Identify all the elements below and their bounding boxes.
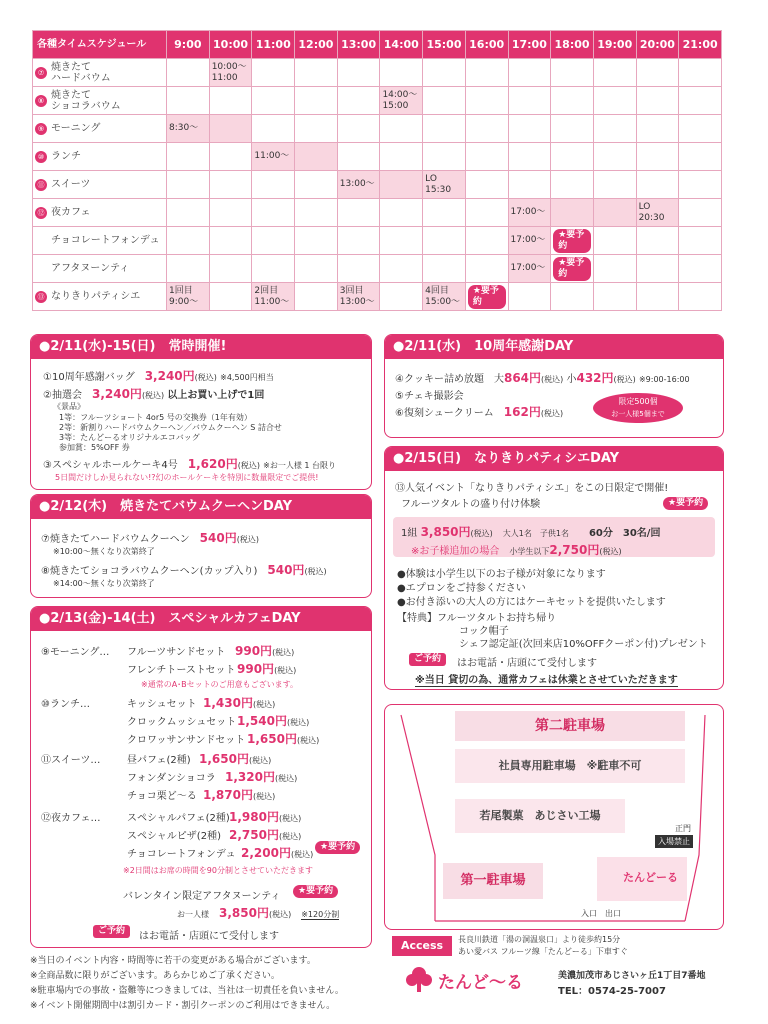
panel-baumkuchen-day: ●2/12(木) 焼きたてバウムクーヘンDAY ⑦焼きたてハードバウムクーヘン 540円(税込) ※10:00〜無くなり次第終了 ⑧焼きたてショコラバウムクーヘン(カップ入り) 540円(税込) ※14:00〜無くなり次第終了	[30, 494, 372, 598]
schedule-cell	[465, 199, 508, 227]
schedule-cell	[423, 115, 466, 143]
schedule-cell	[636, 59, 679, 87]
first-parking-lot: 第一駐車場	[443, 863, 543, 899]
schedule-cell	[380, 227, 423, 255]
reservation-badge: ★要予約	[663, 497, 708, 510]
menu-item-name: チョコ栗ど〜る	[127, 791, 197, 802]
tax-label: (税込)	[278, 814, 302, 823]
menu-item-name: スペシャルピザ(2種)	[127, 831, 221, 842]
time-label: 17:00〜	[510, 235, 546, 245]
schedule-cell	[252, 255, 295, 283]
schedule-cell	[167, 59, 210, 87]
event-number-icon: ⑪	[35, 179, 47, 191]
menu-item-name: スペシャルパフェ(2種)	[127, 813, 230, 824]
schedule-cell	[337, 59, 380, 87]
time-label: 14:00〜 15:00	[382, 89, 418, 111]
event-number-icon: ⑨	[35, 123, 47, 135]
menu-item-name: 昼パフェ(2種)	[127, 755, 191, 766]
schedule-cell	[167, 227, 210, 255]
schedule-cell	[167, 199, 210, 227]
menu-item-name: フォンダンショコラ	[127, 773, 216, 784]
schedule-cell	[380, 199, 423, 227]
schedule-cell	[508, 115, 551, 143]
schedule-row	[33, 87, 722, 115]
reservation-badge: ★要予約	[553, 257, 591, 281]
panel-title: ●2/12(木) 焼きたてバウムクーヘンDAY	[31, 495, 371, 519]
schedule-cell	[252, 115, 295, 143]
schedule-cell	[593, 227, 636, 255]
schedule-cell	[295, 283, 338, 311]
time-label: 17:00〜	[510, 263, 546, 273]
schedule-cell	[380, 59, 423, 87]
schedule-cell	[508, 283, 551, 311]
schedule-cell	[508, 171, 551, 199]
schedule-cell	[551, 283, 594, 311]
tax-label: (税込)	[252, 792, 276, 801]
schedule-cell	[551, 115, 594, 143]
time-label: 8:30〜	[169, 123, 199, 133]
reservation-badge: ★要予約	[468, 285, 506, 309]
menu-item-price: 2,200円	[241, 846, 291, 860]
schedule-cell	[593, 171, 636, 199]
schedule-cell	[337, 143, 380, 171]
schedule-cell	[295, 143, 338, 171]
time-header: 14:00	[380, 31, 423, 59]
panel-title: ●2/13(金)-14(土) スペシャルカフェDAY	[31, 607, 371, 631]
schedule-cell	[209, 171, 252, 199]
schedule-row	[33, 255, 722, 283]
time-header: 13:00	[337, 31, 380, 59]
schedule-row	[33, 115, 722, 143]
schedule-cell	[636, 87, 679, 115]
logo-flower-icon	[402, 964, 436, 994]
time-header: 17:00	[508, 31, 551, 59]
tax-label: (税込)	[248, 756, 272, 765]
schedule-cell	[423, 87, 466, 115]
schedule-row	[33, 171, 722, 199]
menu-item-price: 2,750円	[229, 828, 279, 842]
menu-item-price: 1,870円	[203, 788, 253, 802]
schedule-cell	[209, 59, 252, 87]
schedule-cell	[252, 283, 295, 311]
schedule-cell	[295, 59, 338, 87]
schedule-row-label	[33, 255, 167, 283]
schedule-cell	[337, 227, 380, 255]
schedule-cell	[465, 143, 508, 171]
schedule-event-name: 焼きたて ショコラバウム	[51, 89, 121, 112]
schedule-cell	[551, 59, 594, 87]
time-header: 19:00	[593, 31, 636, 59]
schedule-cell	[337, 115, 380, 143]
menu-category: ⑪スイーツ…	[41, 755, 101, 766]
schedule-cell	[167, 283, 210, 311]
schedule-cell	[423, 143, 466, 171]
schedule-event-name: なりきりパティシエ	[51, 291, 141, 302]
menu-item-price: 1,650円	[199, 752, 249, 766]
schedule-cell	[209, 115, 252, 143]
event-number-icon: ⑬	[35, 291, 47, 303]
schedule-cell	[679, 283, 722, 311]
schedule-cell	[295, 115, 338, 143]
event-number-icon: ⑧	[35, 95, 47, 107]
time-header: 15:00	[423, 31, 466, 59]
parking-map	[384, 704, 724, 930]
schedule-cell	[380, 255, 423, 283]
time-header: 12:00	[295, 31, 338, 59]
schedule-cell	[337, 255, 380, 283]
reservation-badge: ★要予約	[553, 229, 591, 253]
tax-label: (税込)	[272, 648, 295, 657]
menu-item-price: 1,320円	[225, 770, 275, 784]
footer-notes: ※当日のイベント内容・時間等に若干の変更がある場合がございます。 ※全商品数に限りがございます。あらかじめご了承ください。 ※駐車場内での事故・盗難等につきましては、当社は一切責任を負いません。 ※イベント開催期間中は割引カード・割引クーポンのご利用はできません。	[30, 956, 344, 1011]
no-entry-label: 入場禁止	[655, 835, 693, 848]
schedule-row-label	[33, 283, 167, 311]
panel-patissier-day: ●2/15(日) なりきりパティシエDAY ⑬人気イベント「なりきりパティシエ」をこの日限定で開催! フルーツタルトの盛り付け体験 ★要予約 1組 3,850円(税込) 大人1名 子供1名 60分 30名/回 ※お子様追加の場合 小学生以下2,750円(税込) ●体験は小学生以下のお子様が対象になります ●エプロンをご持参ください ●お付き添いの大人の方にはケーキセットを提供いたします 【特典】フルーツタルトお持ち帰り コック帽子 シェフ認定証(次回来店10%OFFクーポン付)プレゼント ご予約 はお電話・店頭にて受付します ※当日 貸切の為、通常カフェは休業とさせていただきます	[384, 446, 724, 690]
schedule-event-name: モーニング	[51, 123, 101, 134]
schedule-row	[33, 143, 722, 171]
schedule-row	[33, 59, 722, 87]
schedule-cell	[167, 115, 210, 143]
schedule-cell	[252, 59, 295, 87]
schedule-event-name: ランチ	[51, 151, 81, 162]
time-label: LO 20:30	[638, 201, 665, 223]
panel-anniversary-day: ●2/11(水) 10周年感謝DAY ④クッキー詰め放題 大864円(税込) 小432円(税込) ※9:00-16:00 ⑤チェキ撮影会 ⑥復刻シュークリーム 162円(税込) 限定500個 お一人様5個まで	[384, 334, 724, 438]
reservation-label: ご予約	[409, 653, 446, 666]
schedule-cell	[337, 283, 380, 311]
menu-item-name: クロックムッシュセット	[127, 717, 237, 728]
event-number-icon: ⑦	[35, 67, 47, 79]
schedule-cell	[209, 199, 252, 227]
time-header: 11:00	[252, 31, 295, 59]
schedule-cell	[252, 171, 295, 199]
schedule-row-label	[33, 143, 167, 171]
schedule-cell	[465, 59, 508, 87]
schedule-cell	[551, 87, 594, 115]
schedule-cell	[679, 143, 722, 171]
tax-label: (税込)	[274, 666, 297, 675]
menu-item-price: 990円	[237, 662, 275, 676]
menu-item-name: キッシュセット	[127, 699, 197, 710]
schedule-cell	[295, 255, 338, 283]
schedule-cell	[295, 171, 338, 199]
tax-label: (税込)	[296, 736, 320, 745]
time-header: 21:00	[679, 31, 722, 59]
schedule-cell	[252, 87, 295, 115]
schedule-cell	[209, 283, 252, 311]
schedule-cell	[209, 87, 252, 115]
schedule-cell	[337, 87, 380, 115]
schedule-row-label	[33, 227, 167, 255]
time-label: 10:00〜 11:00	[211, 61, 247, 83]
menu-item-name: クロワッサンサンドセット	[127, 735, 246, 746]
schedule-cell	[593, 199, 636, 227]
time-header: 16:00	[465, 31, 508, 59]
tax-label: (税込)	[278, 832, 302, 841]
schedule-cell	[465, 283, 508, 311]
time-label: 17:00〜	[510, 207, 546, 217]
panel-title: ●2/11(水) 10周年感謝DAY	[385, 335, 723, 359]
schedule-cell	[508, 255, 551, 283]
schedule-cell	[551, 255, 594, 283]
schedule-cell	[679, 199, 722, 227]
schedule-cell	[508, 87, 551, 115]
schedule-cell	[593, 87, 636, 115]
time-header: 18:00	[551, 31, 594, 59]
schedule-event-name: スイーツ	[51, 179, 91, 190]
reservation-badge: ★要予約	[315, 841, 360, 854]
menu-item-price: 1,430円	[203, 696, 253, 710]
panel-title: ●2/11(水)-15(日) 常時開催!	[31, 335, 371, 359]
schedule-cell	[593, 143, 636, 171]
schedule-cell	[679, 59, 722, 87]
schedule-row	[33, 283, 722, 311]
schedule-event-name: 焼きたて ハードバウム	[51, 61, 111, 84]
schedule-cell	[636, 255, 679, 283]
second-parking-lot: 第二駐車場	[455, 711, 685, 741]
schedule-cell	[679, 255, 722, 283]
schedule-row-label	[33, 115, 167, 143]
schedule-cell	[380, 115, 423, 143]
schedule-cell	[380, 143, 423, 171]
schedule-cell	[337, 171, 380, 199]
schedule-cell	[380, 171, 423, 199]
schedule-cell	[508, 59, 551, 87]
schedule-cell	[679, 115, 722, 143]
menu-item-price: 990円	[235, 644, 273, 658]
schedule-row-label	[33, 199, 167, 227]
schedule-cell	[423, 199, 466, 227]
schedule-cell	[679, 87, 722, 115]
time-label: 11:00〜	[254, 151, 290, 161]
schedule-row-label	[33, 59, 167, 87]
factory: 若尾製菓 あじさい工場	[455, 799, 625, 833]
menu-category: ⑨モーニング…	[41, 647, 110, 658]
time-label: 2回目 11:00〜	[254, 285, 290, 307]
schedule-header-row	[33, 31, 722, 59]
tax-label: (税込)	[274, 774, 298, 783]
schedule-cell	[636, 143, 679, 171]
schedule-cell	[636, 283, 679, 311]
schedule-cell	[252, 199, 295, 227]
reservation-label: ご予約	[93, 925, 130, 938]
time-label: 4回目 15:00〜	[425, 285, 461, 307]
staff-parking: 社員専用駐車場 ※駐車不可	[455, 749, 685, 783]
schedule-cell	[167, 143, 210, 171]
schedule-cell	[380, 283, 423, 311]
schedule-corner-label: 各種タイムスケジュール	[33, 31, 167, 59]
schedule-cell	[252, 143, 295, 171]
schedule-cell	[551, 199, 594, 227]
time-label: 3回目 13:00〜	[339, 285, 375, 307]
schedule-cell	[423, 59, 466, 87]
schedule-cell	[508, 227, 551, 255]
schedule-cell	[295, 227, 338, 255]
schedule-cell	[209, 227, 252, 255]
schedule-cell	[593, 115, 636, 143]
schedule-cell	[423, 171, 466, 199]
time-label: 1回目 9:00〜	[169, 285, 199, 307]
schedule-cell	[167, 87, 210, 115]
tax-label: (税込)	[290, 850, 314, 859]
schedule-cell	[551, 227, 594, 255]
event-number-icon: ⑩	[35, 151, 47, 163]
menu-item-name: フルーツサンドセット	[127, 647, 226, 658]
time-label: LO 15:30	[425, 173, 452, 195]
schedule-cell	[679, 227, 722, 255]
schedule-cell	[636, 171, 679, 199]
store-label: たんどーる	[623, 871, 678, 884]
menu-category: ⑫夜カフェ…	[41, 813, 101, 824]
menu-item-name: ※通常のA･Bセットのご用意もございます。	[141, 680, 299, 689]
schedule-cell	[252, 227, 295, 255]
schedule-cell	[551, 171, 594, 199]
schedule-cell	[465, 87, 508, 115]
schedule-cell	[167, 255, 210, 283]
time-header: 10:00	[209, 31, 252, 59]
access-section: Access 長良川鉄道「湯の洞温泉口」より徒歩約15分 あい愛バス フルーツ線「たんどーる」下車すぐ たんど〜る 美濃加茂市あじさいヶ丘1丁目7番地 TEL：0574-25-7007	[392, 934, 728, 1020]
schedule-cell	[295, 87, 338, 115]
time-header: 9:00	[167, 31, 210, 59]
schedule-cell	[167, 171, 210, 199]
schedule-cell	[636, 199, 679, 227]
time-label: 13:00〜	[339, 179, 375, 189]
panel-always-event: ●2/11(水)-15(日) 常時開催! ①10周年感謝バッグ 3,240円(税込) ※4,500円相当 ②抽選会 3,240円(税込) 以上お買い上げで1回 《景品》 1等：フルーツショート 4or5 号の交換券（1年有効） 2等：新割りハードバウムクーヘン／バウムクーヘン S 詰合せ 3等：たんどーるオリジナルエコバッグ 参加賞：5%OFF 券 ③スペシャルホールケーキ4号 1,620円(税込) ※お一人様 1 台限り 5日間だけしか見られない!?幻のホールケーキを特別に数量限定でご提供!	[30, 334, 372, 490]
schedule-cell	[679, 171, 722, 199]
menu-item-name: フレンチトーストセット	[127, 665, 236, 676]
schedule-cell	[295, 199, 338, 227]
schedule-table	[32, 30, 722, 311]
schedule-cell	[636, 115, 679, 143]
menu-item-price: 1,980円	[229, 810, 279, 824]
entrance-label: 入口	[581, 909, 597, 918]
schedule-cell	[465, 255, 508, 283]
tax-label: (税込)	[252, 700, 276, 709]
panel-special-cafe-day: ●2/13(金)-14(土) スペシャルカフェDAY ⑨モーニング… フルーツサンドセット 990円(税込) フレンチトーストセット 990円(税込) ※通常のA･Bセットのご用意もございます。 ⑩ランチ… キッシュセット 1,430円(税込) クロックムッシュセット 1,540円(税込) クロワッサンサンドセット 1,650円(税込) ⑪スイーツ… 昼パフェ(2種) 1,650円(税込) フォンダンショコラ 1,320円(税込) チョコ栗ど〜る 1,870円(税込) ⑫夜カフェ… スペシャルパフェ(2種) 1,980円(税込) スペシャルピザ(2種) 2,750円(税込) チョコレートフォンデュ 2,200円(税込) ★要予約 ※2日間はお席の時間を90分制とさせていただきます バレンタイン限定アフタヌーンティ ★要予約 お一人様 3,850円(税込) ※120分制 ご予約 はお電話・店頭にて受付します	[30, 606, 372, 948]
schedule-event-name: 夜カフェ	[51, 207, 91, 218]
schedule-cell	[508, 199, 551, 227]
schedule-cell	[380, 87, 423, 115]
panel-title: ●2/15(日) なりきりパティシエDAY	[385, 447, 723, 471]
tax-label: (税込)	[286, 718, 310, 727]
limited-badge: 限定500個 お一人様5個まで	[593, 393, 683, 423]
menu-item-price: 1,540円	[237, 714, 287, 728]
schedule-cell	[423, 227, 466, 255]
schedule-event-name: アフタヌーンティ	[51, 262, 130, 274]
exit-label: 出口	[605, 909, 621, 918]
access-label: Access	[392, 936, 452, 956]
schedule-row-label	[33, 87, 167, 115]
schedule-cell	[423, 255, 466, 283]
schedule-cell	[209, 255, 252, 283]
schedule-cell	[593, 255, 636, 283]
schedule-cell	[337, 199, 380, 227]
menu-item-price: 1,650円	[247, 732, 297, 746]
schedule-cell	[508, 143, 551, 171]
reservation-badge: ★要予約	[293, 885, 338, 898]
main-gate-label: 正門	[675, 824, 691, 833]
schedule-cell	[636, 227, 679, 255]
schedule-row	[33, 199, 722, 227]
store-logo: たんど〜る	[438, 973, 523, 993]
menu-item-name: チョコレートフォンデュ	[127, 849, 236, 860]
schedule-cell	[551, 143, 594, 171]
schedule-cell	[593, 283, 636, 311]
schedule-row	[33, 227, 722, 255]
schedule-row-label	[33, 171, 167, 199]
schedule-cell	[465, 227, 508, 255]
schedule-cell	[465, 171, 508, 199]
schedule-cell	[423, 283, 466, 311]
time-header: 20:00	[636, 31, 679, 59]
schedule-event-name: チョコレートフォンデュ	[51, 234, 160, 246]
schedule-cell	[209, 143, 252, 171]
menu-category: ⑩ランチ…	[41, 699, 90, 710]
schedule-cell	[593, 59, 636, 87]
schedule-cell	[465, 115, 508, 143]
event-number-icon: ⑫	[35, 207, 47, 219]
